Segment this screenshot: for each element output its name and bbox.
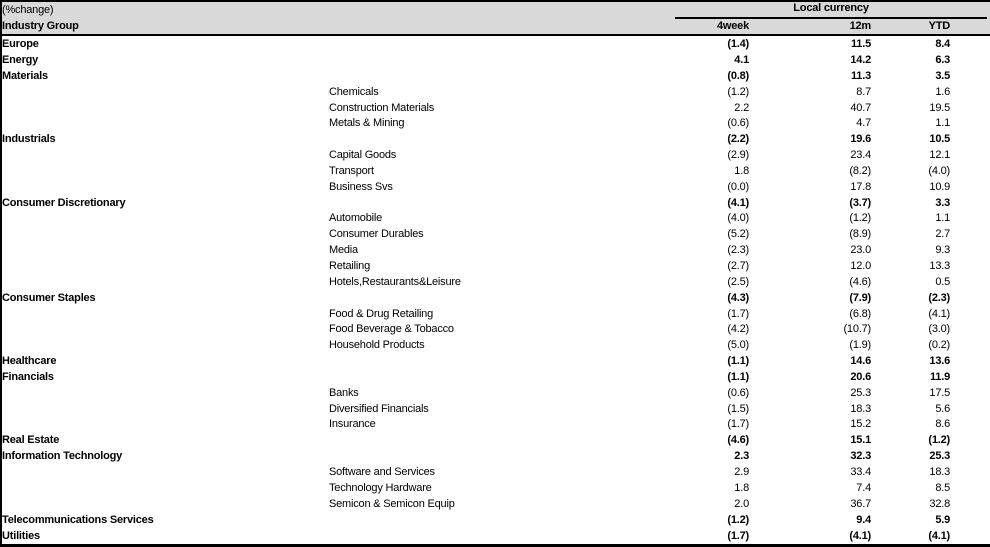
table-row	[1, 401, 990, 417]
value-ytd: 8.4	[935, 38, 951, 51]
industry-group-spacer	[1, 258, 329, 274]
value-ytd: 13.3	[929, 260, 951, 272]
table-row	[1, 480, 990, 496]
value-ytd: 18.3	[929, 465, 951, 478]
sub-industry-label: Capital Goods	[329, 149, 397, 162]
value-12m: (10.7)	[843, 323, 871, 336]
currency-group-cell	[561, 1, 990, 19]
sub-industry-label: Insurance	[329, 418, 376, 431]
sub-industry-label: Transport	[329, 164, 374, 177]
value-4week: (0.0)	[727, 180, 749, 193]
value-ytd: 5.6	[935, 402, 951, 415]
value-ytd: 19.5	[929, 101, 951, 114]
table-row	[1, 512, 990, 528]
value-12m: (1.2)	[849, 212, 871, 225]
industry-group-label: Materials	[2, 69, 48, 82]
sub-industry-spacer	[329, 512, 561, 528]
value-12m: (8.2)	[849, 164, 871, 177]
value-ytd: (3.0)	[928, 323, 951, 336]
industry-group-label: Industrials	[2, 133, 56, 146]
value-4week: (4.2)	[727, 323, 749, 336]
value-4week: (0.8)	[727, 69, 749, 82]
value-4week: (4.1)	[727, 196, 749, 209]
industry-group-label: Consumer Discretionary	[2, 196, 126, 209]
value-12m: 17.8	[850, 180, 871, 193]
industry-group-spacer	[1, 163, 329, 179]
sub-industry-label: Food & Drug Retailing	[329, 307, 434, 320]
sub-industry-label: Software and Services	[329, 465, 435, 478]
value-4week: (1.1)	[727, 355, 749, 368]
value-4week: (4.3)	[727, 291, 749, 304]
sub-industry-spacer	[329, 35, 561, 52]
sub-industry-spacer	[329, 527, 561, 545]
value-ytd: 6.3	[935, 54, 951, 67]
industry-group-spacer	[1, 480, 329, 496]
value-12m: 11.5	[850, 38, 871, 51]
value-4week: 1.8	[734, 164, 749, 177]
table-row	[1, 147, 990, 163]
table-row	[1, 322, 990, 338]
sub-industry-spacer	[329, 432, 561, 448]
table-row	[1, 369, 990, 385]
value-ytd: 8.5	[935, 481, 951, 494]
industry-group-label: Healthcare	[2, 355, 57, 368]
sub-industry-label: Construction Materials	[329, 101, 435, 114]
value-ytd: (0.2)	[928, 339, 951, 352]
sub-industry-spacer	[329, 68, 561, 84]
sub-industry-spacer	[329, 448, 561, 464]
value-12m: 15.2	[850, 418, 871, 431]
value-12m: 9.4	[856, 513, 871, 526]
header-row-columns	[1, 19, 990, 35]
table-row	[1, 179, 990, 195]
industry-group-spacer	[1, 322, 329, 338]
value-4week: (4.6)	[727, 434, 749, 447]
value-12m: 7.4	[856, 481, 871, 494]
value-12m: 36.7	[850, 497, 871, 510]
table-row	[1, 306, 990, 322]
industry-group-spacer	[1, 226, 329, 242]
industry-group-label: Europe	[2, 38, 39, 51]
value-ytd: 13.6	[929, 355, 951, 368]
table-row	[1, 35, 990, 52]
sub-industry-label: Media	[329, 244, 358, 257]
value-12m: (7.9)	[849, 291, 871, 304]
value-12m: 33.4	[850, 465, 871, 478]
value-12m: (1.9)	[849, 339, 871, 352]
value-ytd: 3.5	[935, 69, 951, 82]
table-row	[1, 116, 990, 132]
industry-group-spacer	[1, 116, 329, 132]
sub-industry-label: Household Products	[329, 339, 425, 352]
header-row-top	[1, 1, 990, 19]
value-ytd: (1.2)	[928, 434, 951, 447]
value-12m: 25.3	[850, 386, 871, 399]
industry-group-spacer	[1, 179, 329, 195]
value-12m: 40.7	[850, 101, 871, 114]
value-4week: (1.4)	[727, 38, 749, 51]
table-row	[1, 163, 990, 179]
column-header-12m: 12m	[749, 19, 871, 35]
table-title: (%change)	[1, 1, 561, 19]
value-4week: (5.0)	[727, 339, 749, 352]
table-row	[1, 195, 990, 211]
value-4week: (2.9)	[727, 149, 749, 162]
table-row	[1, 52, 990, 68]
table-row	[1, 211, 990, 227]
value-12m: 4.7	[856, 117, 871, 130]
value-ytd: 2.7	[935, 228, 951, 241]
industry-group-spacer	[1, 84, 329, 100]
column-header-industry-group: Industry Group	[1, 19, 561, 35]
value-4week: 2.3	[734, 450, 749, 463]
value-12m: (4.6)	[849, 275, 871, 288]
value-ytd: (4.0)	[928, 164, 951, 177]
table-row	[1, 353, 990, 369]
value-12m: 23.0	[850, 244, 871, 257]
value-12m: 15.1	[850, 434, 871, 447]
industry-group-spacer	[1, 274, 329, 290]
industry-group-spacer	[1, 211, 329, 227]
value-12m: (8.9)	[849, 228, 871, 241]
table-row	[1, 242, 990, 258]
sub-industry-spacer	[329, 290, 561, 306]
value-ytd: 1.6	[935, 85, 951, 98]
industry-group-label: Financials	[2, 370, 54, 383]
table-row	[1, 527, 990, 545]
sub-industry-label: Hotels,Restaurants&Leisure	[329, 275, 461, 288]
industry-group-label: Energy	[2, 54, 39, 67]
value-ytd: 1.1	[935, 212, 951, 225]
industry-group-spacer	[1, 337, 329, 353]
value-12m: 14.6	[850, 355, 871, 368]
value-ytd: 12.1	[929, 149, 951, 162]
sub-industry-label: Banks	[329, 386, 359, 399]
value-12m: 19.6	[850, 133, 871, 146]
value-4week: (1.7)	[727, 529, 749, 542]
value-ytd: 8.6	[935, 418, 951, 431]
value-4week: (0.6)	[727, 117, 749, 130]
sub-industry-label: Automobile	[329, 212, 383, 225]
value-4week: (0.6)	[727, 386, 749, 399]
industry-group-spacer	[1, 417, 329, 433]
table-row	[1, 448, 990, 464]
value-12m: (6.8)	[849, 307, 871, 320]
value-4week: (2.7)	[727, 260, 749, 272]
table-row	[1, 100, 990, 116]
value-ytd: 1.1	[935, 117, 951, 130]
industry-group-spacer	[1, 306, 329, 322]
value-ytd: 0.5	[935, 275, 951, 288]
table-header	[1, 1, 990, 35]
table-row	[1, 226, 990, 242]
value-ytd: (4.1)	[928, 529, 951, 542]
value-4week: 2.2	[734, 101, 749, 114]
value-12m: 14.2	[850, 54, 871, 67]
sub-industry-spacer	[329, 369, 561, 385]
value-ytd: 25.3	[929, 450, 951, 463]
table-row	[1, 258, 990, 274]
value-4week: 2.9	[734, 465, 749, 478]
value-4week: (2.3)	[727, 244, 749, 257]
industry-group-spacer	[1, 147, 329, 163]
column-header-4week: 4week	[561, 19, 749, 35]
table-row	[1, 464, 990, 480]
table-row	[1, 337, 990, 353]
industry-group-spacer	[1, 401, 329, 417]
sub-industry-spacer	[329, 131, 561, 147]
value-4week: (1.2)	[727, 85, 749, 98]
column-group-header: Local currency	[675, 2, 987, 18]
table-row	[1, 290, 990, 306]
value-4week: (2.2)	[727, 133, 749, 146]
value-ytd: (4.1)	[928, 307, 951, 320]
value-ytd: 5.9	[935, 513, 951, 526]
value-4week: (1.5)	[727, 402, 749, 415]
table-row	[1, 417, 990, 433]
value-ytd: 10.5	[929, 133, 951, 146]
value-ytd: (2.3)	[928, 291, 951, 304]
industry-group-spacer	[1, 496, 329, 512]
industry-group-spacer	[1, 385, 329, 401]
value-4week: (5.2)	[727, 228, 749, 241]
value-4week: (1.7)	[727, 418, 749, 431]
value-12m: 8.7	[856, 85, 871, 98]
industry-group-spacer	[1, 100, 329, 116]
value-12m: 20.6	[850, 370, 871, 383]
table-row	[1, 274, 990, 290]
sub-industry-label: Metals & Mining	[329, 117, 405, 130]
value-12m: 11.3	[850, 69, 871, 82]
industry-group-spacer	[1, 242, 329, 258]
sub-industry-spacer	[329, 195, 561, 211]
value-ytd: 10.9	[929, 180, 951, 193]
sub-industry-spacer	[329, 52, 561, 68]
value-ytd: 11.9	[930, 370, 951, 383]
value-12m: (4.1)	[849, 529, 871, 542]
column-header-ytd: YTD	[871, 19, 990, 35]
sub-industry-label: Business Svs	[329, 180, 393, 193]
table-body	[1, 35, 990, 546]
value-4week: (2.5)	[727, 275, 749, 288]
sub-industry-label: Technology Hardware	[329, 481, 432, 494]
value-4week: (4.0)	[727, 212, 749, 225]
value-ytd: 3.3	[935, 196, 951, 209]
table-row	[1, 84, 990, 100]
sub-industry-label: Food Beverage & Tobacco	[329, 323, 454, 336]
value-4week: (1.7)	[727, 307, 749, 320]
value-12m: 23.4	[850, 149, 871, 162]
industry-group-label: Utilities	[2, 529, 40, 542]
industry-group-spacer	[1, 464, 329, 480]
sub-industry-spacer	[329, 353, 561, 369]
table-row	[1, 68, 990, 84]
table-row	[1, 131, 990, 147]
table-row	[1, 385, 990, 401]
sub-industry-label: Chemicals	[329, 85, 379, 98]
value-12m: 12.0	[850, 260, 871, 272]
sub-industry-label: Semicon & Semicon Equip	[329, 497, 455, 510]
sub-industry-label: Diversified Financials	[329, 402, 429, 415]
value-4week: (1.1)	[727, 370, 749, 383]
value-ytd: 9.3	[935, 244, 951, 257]
value-4week: 2.0	[734, 497, 749, 510]
sub-industry-label: Retailing	[329, 260, 371, 272]
value-12m: 18.3	[850, 402, 871, 415]
industry-group-label: Telecommunications Services	[2, 513, 154, 526]
value-4week: 4.1	[734, 54, 749, 67]
table-row	[1, 432, 990, 448]
industry-group-label: Consumer Staples	[2, 291, 96, 304]
value-ytd: 17.5	[929, 386, 951, 399]
value-4week: 1.8	[734, 481, 749, 494]
value-ytd: 32.8	[929, 497, 951, 510]
sub-industry-label: Consumer Durables	[329, 228, 424, 241]
value-4week: (1.2)	[727, 513, 749, 526]
table-row	[1, 496, 990, 512]
industry-group-label: Information Technology	[2, 450, 123, 463]
value-12m: (3.7)	[849, 196, 871, 209]
industry-group-label: Real Estate	[2, 434, 60, 447]
value-12m: 32.3	[850, 450, 871, 463]
